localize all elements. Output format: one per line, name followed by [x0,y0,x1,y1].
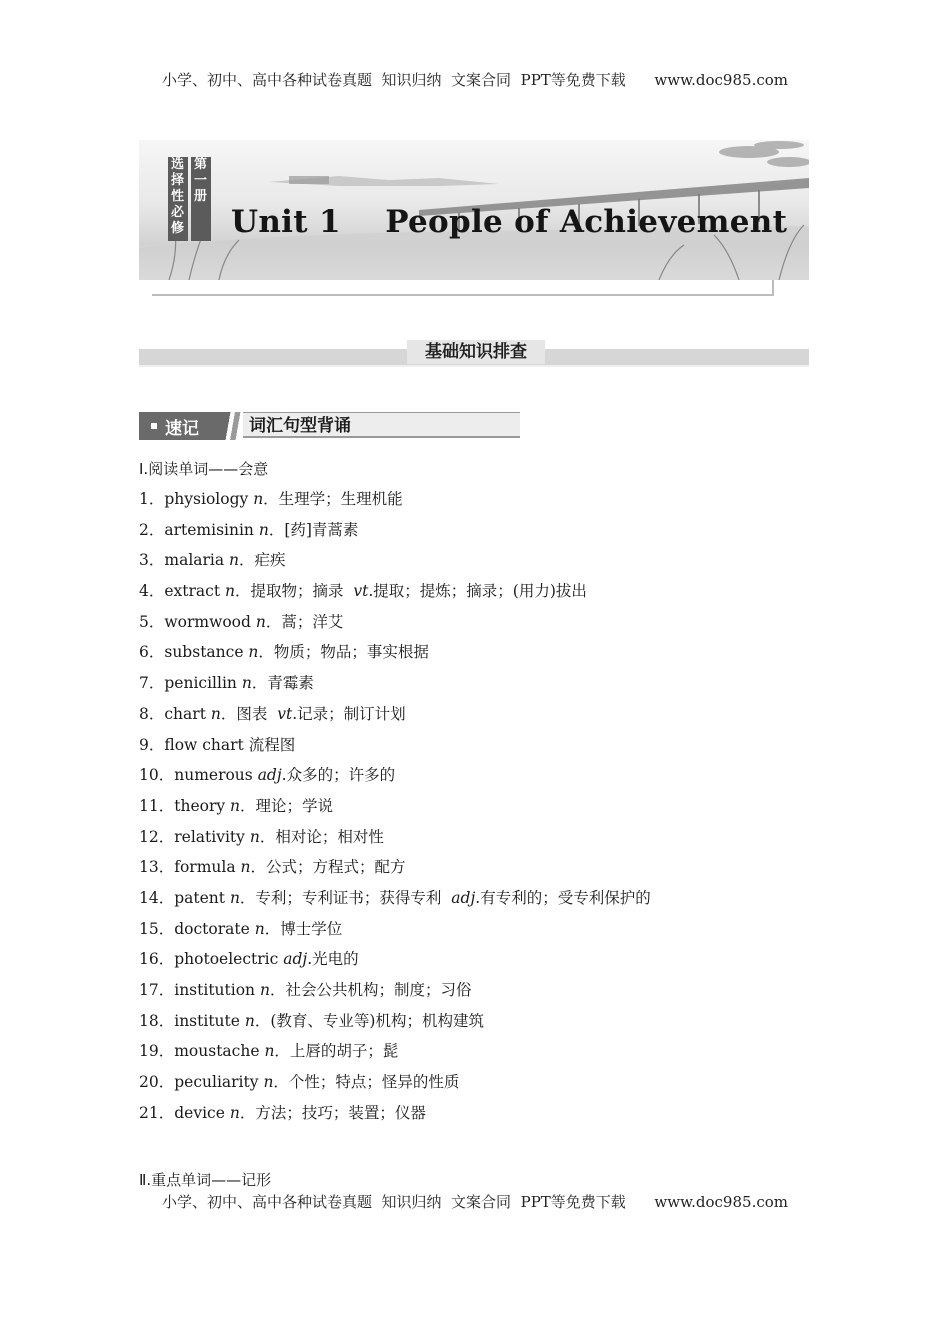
vocab-item [139,1071,651,1102]
vocab-number: 21． [139,1103,175,1122]
vocab-word: moustache [174,1042,265,1061]
vocab-pos: n [263,1073,274,1092]
vocab-word: photoelectric [174,950,284,969]
vocab-number: 7． [139,674,165,693]
vocab-pos: n [229,551,240,570]
vocab-word: penicillin [164,674,242,693]
vocab-pos: n [249,827,260,846]
vocab-word: numerous [174,766,258,785]
vocab-definition: ．生理学；生理机能 [263,490,403,508]
vocab-definition: ．方法；技巧；装置；仪器 [239,1103,426,1122]
vocab-definition: ．物质；物品；事实根据 [258,643,429,662]
vocab-item [139,795,651,826]
vocab-number: 4． [139,582,165,601]
vocab-item [139,549,651,580]
vocab-number: 19． [139,1042,175,1061]
vocab-number: 20． [139,1073,175,1092]
vocab-pos: n [254,919,265,938]
book-volume-tag [165,155,213,240]
vocab-item [139,918,651,949]
vocab-number: 3． [139,551,165,570]
vocab-word: relativity [174,827,250,846]
vocab-word: formula [174,858,241,877]
subsection-label: 词汇句型背诵 [243,412,520,438]
page-header: 小学、初中、高中各种试卷真题 知识归纳 文案合同 PPT等免费下载 www.doc985.com [161,71,788,89]
vocab-pos: n [229,1103,240,1122]
vocab-pos: n [225,582,235,601]
vocab-definition: ．相对论；相对性 [259,827,384,846]
vocab-item [139,611,651,642]
vocab-number: 18． [139,1011,175,1030]
vocab-item [139,488,651,519]
subsection-header [139,412,520,440]
section-title: 基础知识排查 [407,340,545,364]
vocab-definition: ．理论；学说 [240,796,334,815]
vocab-word: institution [174,981,260,999]
vocab-definition: ．专利；专利证书；获得专利 [239,888,452,907]
vocab-item [139,672,651,703]
vocab-pos-secondary: vt [277,704,293,723]
vocab-pos: n [229,888,240,907]
vocab-word: device [174,1103,230,1122]
vocab-pos: n [258,520,269,539]
vocab-number: 16． [139,950,175,969]
vocab-item [139,764,651,795]
vocab-pos: adj [257,766,282,785]
vocab-definition: ．社会公共机构；制度；习俗 [269,981,472,999]
vocab-definition: ．博士学位 [264,919,343,938]
tag-column-dark: 选 择 性 必 修 [168,157,188,241]
vocab-pos: n [259,981,270,999]
vocab-item [139,1010,651,1041]
vocab-item [139,1102,651,1133]
vocab-word: peculiarity [174,1073,264,1092]
tag-column-light: 第 一 册 [191,157,211,241]
vocab-item [139,948,651,979]
vocab-pos: n [248,643,259,662]
vocab-number: 17． [139,981,175,999]
vocab-item [139,519,651,550]
unit-title: Unit 1 People of Achievement [231,204,788,240]
vocab-pos: n [230,796,241,815]
vocab-number: 1． [139,490,165,508]
vocab-number: 9． [139,735,165,754]
vocab-definition: .众多的；许多的 [281,766,396,785]
vocab-item [139,703,651,734]
vocab-pos: n [244,1011,255,1030]
vocab-item [139,1040,651,1071]
vocab-definition: ．[药]青蒿素 [268,520,359,539]
vocab-number: 11． [139,796,175,815]
vocab-word: wormwood [164,612,256,631]
vocab-number: 10． [139,766,175,785]
vocab-word: doctorate [174,919,255,938]
vocab-definition: ．提取物；摘录 [235,582,354,601]
vocab-definition-secondary: .有专利的；受专利保护的 [475,888,651,907]
vocab-pos: adj [283,950,308,969]
slash-divider [223,412,243,440]
vocab-pos-secondary: adj [451,888,476,907]
vocab-definition: ．疟疾 [239,551,286,570]
vocab-definition-secondary: .提取；提炼；摘录；(用力)拔出 [368,582,587,601]
vocab-item [139,826,651,857]
vocab-number: 2． [139,520,165,539]
vocab-pos: n [255,612,266,631]
vocab-word: institute [174,1011,245,1030]
vocab-definition: ．蒿；洋艾 [265,612,344,631]
vocab-list [139,488,651,1132]
vocab-word: extract [164,582,226,601]
vocab-item [139,856,651,887]
vocab-pos: n [264,1042,275,1061]
subsection-badge: 速记 [139,412,227,440]
vocab-definition: ．青霉素 [251,674,314,693]
vocab-pos: n [241,674,252,693]
vocab-definition-secondary: .记录；制订计划 [292,704,406,723]
vocab-definition: ．个性；特点；怪异的性质 [273,1073,460,1092]
vocab-number: 15． [139,919,175,938]
vocab-definition: ．公式；方程式；配方 [250,858,406,877]
vocab-number: 12． [139,827,175,846]
banner-shadow [152,280,774,296]
vocab-pos: n [240,858,251,877]
vocab-definition: ．图表 [220,704,278,723]
page-footer: 小学、初中、高中各种试卷真题 知识归纳 文案合同 PPT等免费下载 www.doc985.com [161,1193,788,1211]
vocab-item [139,887,651,918]
vocab-number: 8． [139,704,165,723]
vocab-definition: .光电的 [307,950,359,969]
vocab-pos: n [253,490,264,508]
vocab-number: 13． [139,858,175,877]
vocab-item [139,734,651,765]
vocab-item [139,641,651,672]
vocab-word: artemisinin [164,520,259,539]
vocab-word: patent [174,888,230,907]
vocab-pos: n [210,704,221,723]
vocab-number: 5． [139,612,165,631]
vocab-word: theory [174,796,231,815]
vocab-word: flow chart 流程图 [164,735,296,754]
vocab-item [139,979,651,1010]
vocab-definition: ．上唇的胡子；髭 [274,1042,399,1061]
vocab-word: physiology [164,490,254,508]
vocab-word: substance [164,643,249,662]
vocab-number: 6． [139,643,165,662]
square-bullet-icon [151,423,157,429]
part1-heading: Ⅰ.阅读单词——会意 [139,460,269,478]
vocab-word: malaria [164,551,230,570]
vocab-definition: ．(教育、专业等)机构；机构建筑 [254,1011,484,1030]
vocab-word: chart [164,704,211,723]
vocab-number: 14． [139,888,175,907]
vocab-pos-secondary: vt [353,582,369,601]
vocab-item [139,580,651,611]
part2-heading: Ⅱ.重点单词——记形 [139,1171,272,1189]
